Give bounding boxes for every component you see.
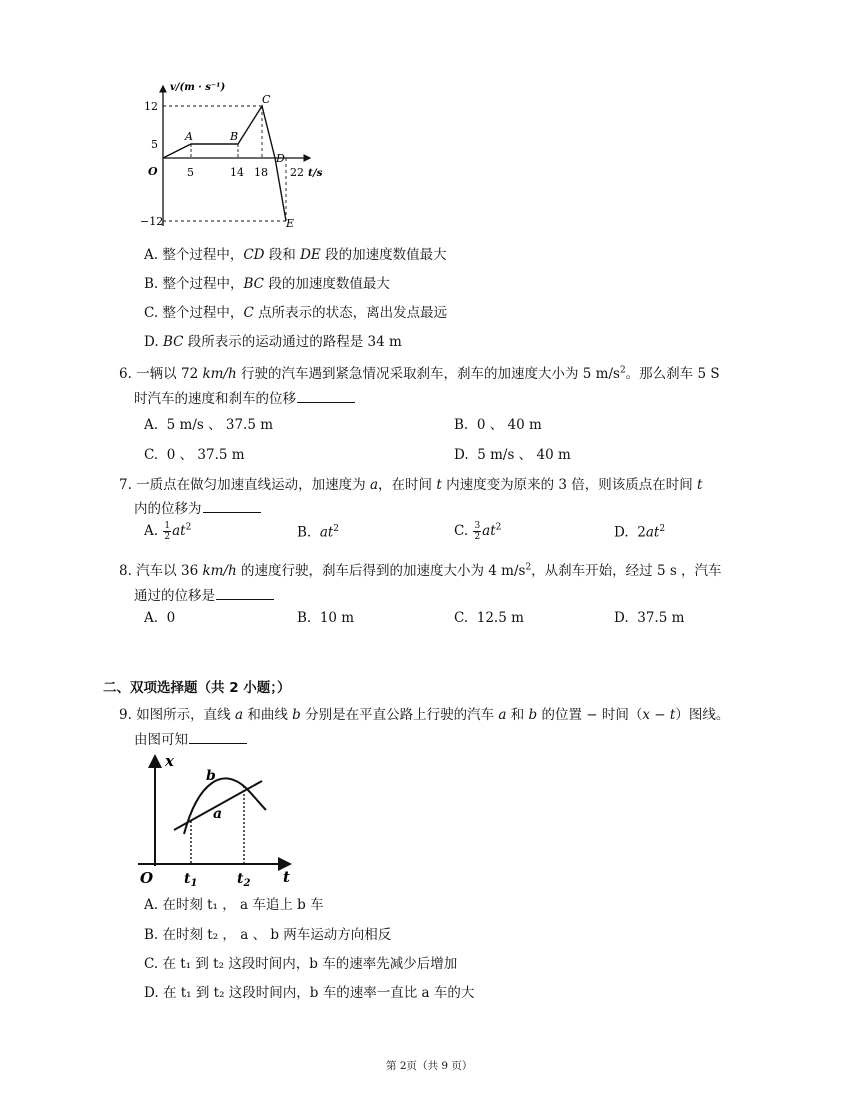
svg-text:b: b (206, 768, 216, 784)
velocity-time-graph (140, 78, 340, 228)
q9-option-b[interactable]: B. 在时刻 t₂ ， a 、 b 两车运动方向相反 (144, 927, 392, 943)
q7-stem: 7. 一质点在做匀加速直线运动，加速度为 a，在时间 t 内速度变为原来的 3 倍，则该质点在时间 t (119, 477, 703, 493)
q5-option-d[interactable]: D. BC 段所表示的运动通过的路程是 34 m (144, 334, 402, 350)
q8-option-d[interactable]: D. 37.5 m (614, 610, 685, 626)
q7-option-a[interactable]: A. $\frac{1}{2}$ $at^2$ (144, 521, 192, 542)
q5-option-a[interactable]: A. 整个过程中，CD 段和 DE 段的加速度数值最大 (144, 247, 447, 263)
svg-text:A: A (185, 130, 193, 143)
svg-text:O: O (140, 869, 154, 887)
q6-option-b[interactable]: B. 0 、 40 m (454, 417, 542, 433)
svg-text:t: t (283, 868, 290, 886)
q6-option-a[interactable]: A. 5 m/s 、 37.5 m (144, 417, 274, 433)
v-axis-label: v/(m · s⁻¹) (170, 82, 226, 93)
q6-stem-line2: 时汽车的速度和刹车的位移 (134, 387, 355, 407)
q7-option-c[interactable]: C. $\frac{3}{2}$ $at^2$ (454, 521, 502, 542)
q8-stem-line2: 通过的位移是 (134, 584, 274, 604)
q8-option-b[interactable]: B. 10 m (297, 610, 355, 626)
svg-text:C: C (262, 93, 271, 106)
section-heading: 二、双项选择题（共 2 小题；） (103, 680, 291, 696)
svg-text:O: O (148, 165, 158, 178)
q9-stem: 9. 如图所示，直线 a 和曲线 b 分别是在平直公路上行驶的汽车 a 和 b 的位置 − 时间（x − t）图线。 (119, 707, 730, 723)
svg-text:t2: $t_2$ (237, 871, 251, 888)
q9-option-c[interactable]: C. 在 t₁ 到 t₂ 这段时间内，b 车的速率先减少后增加 (144, 956, 458, 972)
svg-text:t1: $t_1$ (184, 871, 198, 888)
q6-option-d[interactable]: D. 5 m/s 、 40 m (454, 447, 571, 463)
position-time-graph (138, 752, 298, 888)
svg-text:E: E (286, 217, 295, 228)
svg-text:22: 22 (290, 166, 304, 179)
q5-option-b[interactable]: B. 整个过程中，BC 段的加速度数值最大 (144, 276, 390, 292)
svg-text:14: 14 (230, 166, 244, 179)
svg-text:a: a (213, 806, 223, 822)
q7-option-b[interactable]: B. $at^2$ (297, 524, 340, 541)
q5-option-c[interactable]: C. 整个过程中，C 点所表示的状态，离出发点最远 (144, 305, 448, 321)
svg-text:B: B (230, 130, 239, 143)
svg-text:−12: −12 (140, 215, 164, 228)
q6-stem: 6. 一辆以 72 km/h 行驶的汽车遇到紧急情况采取刹车，刹车的加速度大小为 5 $m/s^2$。那么刹车 5 S (119, 365, 720, 382)
q7-stem-line2: 内的位移为 (134, 497, 261, 517)
q8-option-c[interactable]: C. 12.5 m (454, 610, 524, 626)
q9-option-a[interactable]: A. 在时刻 t₁ ， a 车追上 b 车 (144, 897, 324, 913)
q9-stem-line2: 由图可知 (134, 728, 247, 748)
q6-option-c[interactable]: C. 0 、 37.5 m (144, 447, 245, 463)
svg-text:5: 5 (187, 166, 194, 179)
svg-text:18: 18 (254, 166, 268, 179)
svg-text:5: 5 (151, 138, 158, 151)
svg-text:x: x (165, 752, 174, 770)
svg-text:D: D (276, 152, 285, 165)
svg-text:12: 12 (144, 100, 158, 113)
q7-option-d[interactable]: D. $2at^2$ (614, 524, 666, 541)
page-footer: 第 2页（共 9 页） (386, 1060, 473, 1072)
q9-option-d[interactable]: D. 在 t₁ 到 t₂ 这段时间内，b 车的速率一直比 a 车的大 (144, 985, 475, 1001)
q8-option-a[interactable]: A. 0 (144, 610, 176, 626)
q8-stem: 8. 汽车以 36 km/h 的速度行驶，刹车后得到的加速度大小为 4 $m/s^2$，从刹车开始，经过 5 s ，汽车 (119, 562, 722, 579)
t-axis-label: t/s (308, 167, 323, 179)
velocity-line (163, 106, 286, 221)
